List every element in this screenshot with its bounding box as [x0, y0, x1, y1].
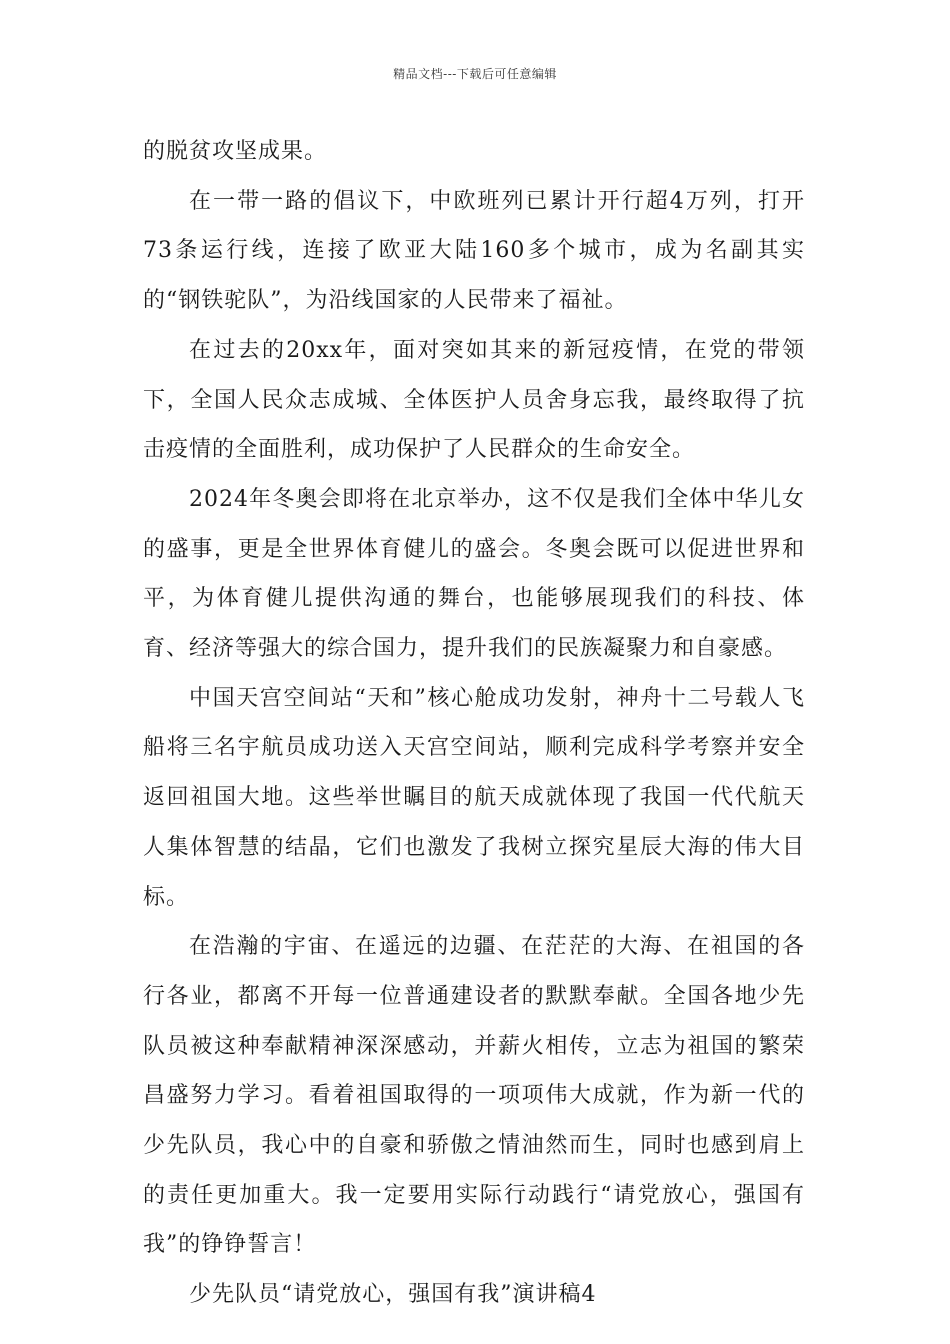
paragraph-winter-olympics: 2024年冬奥会即将在北京举办，这不仅是我们全体中华儿女的盛事，更是全世界体育健儿的盛会。冬奥会既可以促进世界和平，为体育健儿提供沟通的舞台，也能够展现我们的科技、体育、经济等强大的综合国力，提升我们的民族凝聚力和自豪感。	[143, 486, 805, 662]
page-header: 精品文档---下载后可任意编辑	[393, 67, 557, 81]
section-title: 少先队员“请党放心，强国有我”演讲稿4	[189, 1282, 597, 1308]
paragraph-space-station: 中国天宫空间站“天和”核心舱成功发射，神舟十二号载人飞船将三名宇航员成功送入天宫空间站，顺利完成科学考察并安全返回祖国大地。这些举世瞩目的航天成就体现了我国一代代航天人集体智慧的结晶，它们也激发了我树立探究星辰大海的伟大目标。	[143, 685, 805, 910]
document-body	[143, 127, 805, 1320]
paragraph-continuation: 的脱贫攻坚成果。	[143, 139, 328, 164]
paragraph-pandemic: 在过去的20xx年，面对突如其来的新冠疫情，在党的带领下，全国人民众志成城、全体医护人员舍身忘我，最终取得了抗击疫情的全面胜利，成功保护了人民群众的生命安全。	[143, 337, 805, 463]
paragraph-belt-and-road: 在一带一路的倡议下，中欧班列已累计开行超4万列，打开73条运行线，连接了欧亚大陆160多个城市，成为名副其实的“钢铁驼队”，为沿线国家的人民带来了福祉。	[143, 188, 805, 314]
paragraph-dedication: 在浩瀚的宇宙、在遥远的边疆、在茫茫的大海、在祖国的各行各业，都离不开每一位普通建设者的默默奉献。全国各地少先队员被这种奉献精神深深感动，并薪火相传，立志为祖国的繁荣昌盛努力学习。看着祖国取得的一项项伟大成就，作为新一代的少先队员，我心中的自豪和骄傲之情油然而生，同时也感到肩上的责任更加重大。我一定要用实际行动践行“请党放心，强国有我”的铮铮誓言！	[143, 934, 805, 1258]
